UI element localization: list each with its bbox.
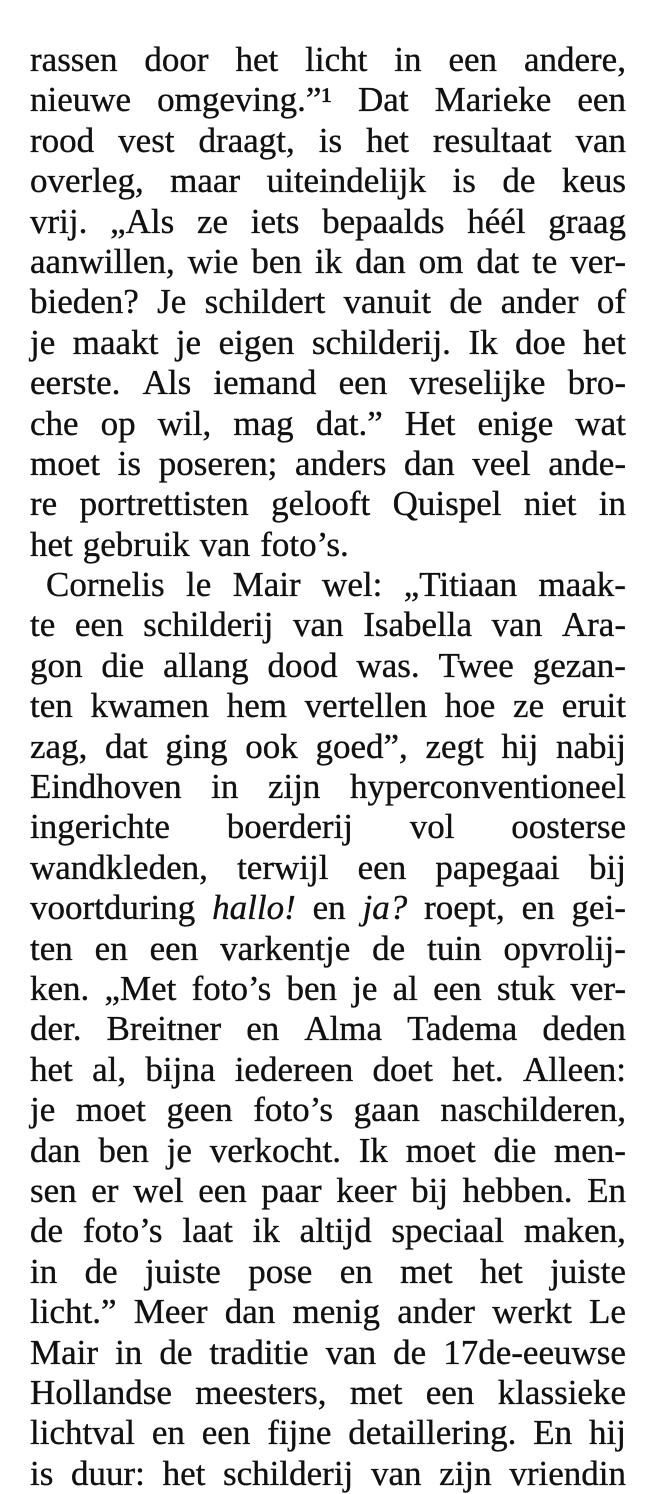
text-line: [30, 404, 626, 444]
word: maakt: [72, 322, 159, 362]
word: wie: [187, 241, 239, 281]
word: che: [30, 403, 79, 443]
text-line: [30, 282, 626, 322]
word: dat: [104, 726, 148, 766]
word: Ik: [358, 1130, 388, 1170]
word: maar: [170, 161, 241, 201]
word: een: [577, 80, 626, 120]
word: wandkleden,: [30, 847, 208, 887]
word: geen: [166, 1090, 233, 1130]
word: en: [246, 1009, 280, 1049]
article-text-column: [30, 40, 626, 1494]
word: Mair: [232, 565, 301, 605]
word: Alma: [304, 1009, 383, 1049]
word: met: [400, 1251, 453, 1291]
text-line: [30, 323, 626, 363]
word: eigen: [218, 322, 295, 362]
text-line: [30, 242, 626, 282]
word: speciaal: [391, 1211, 505, 1251]
word: om: [418, 241, 464, 281]
word: gaan: [353, 1090, 420, 1130]
word: paar: [261, 1170, 322, 1210]
word: al: [392, 968, 418, 1008]
word: sen: [30, 1170, 77, 1210]
word: altijd: [299, 1211, 372, 1251]
word: het: [162, 1453, 206, 1493]
word: Tadema: [407, 1009, 518, 1049]
word: iets: [250, 201, 300, 241]
word: opvrolij-: [503, 928, 626, 968]
text-line: [30, 686, 626, 726]
word: hij: [589, 1413, 626, 1453]
word: graag: [548, 201, 626, 241]
word: schildert: [204, 282, 326, 322]
text-line: [30, 1333, 626, 1373]
text-line: [30, 1050, 626, 1090]
word: moet: [75, 1090, 146, 1130]
word: menig: [292, 1292, 380, 1332]
word: door: [144, 40, 209, 79]
word: schilderij: [223, 1453, 354, 1493]
word: licht: [305, 40, 368, 79]
word: kwamen: [90, 686, 210, 726]
word: hem: [226, 686, 287, 726]
word: zegt: [425, 726, 484, 766]
word: Twee: [438, 645, 514, 685]
word: een: [201, 1413, 251, 1453]
word: de: [502, 161, 536, 201]
word: tuin: [427, 928, 482, 968]
text-line: [30, 888, 626, 928]
word: de: [84, 1251, 118, 1291]
word: iemand: [213, 363, 317, 403]
word: juiste: [550, 1251, 626, 1291]
text-line: [30, 727, 626, 767]
word: al,: [92, 1049, 127, 1089]
word: dan: [30, 1130, 81, 1170]
text-line: [30, 646, 626, 686]
word: een: [357, 847, 407, 887]
word: hij: [501, 726, 539, 766]
text-line: [30, 807, 626, 847]
word: „Met: [104, 968, 177, 1008]
word: foto’s: [82, 1211, 163, 1251]
word: foto’s: [191, 968, 272, 1008]
word: gezan-: [532, 645, 626, 685]
word: moet: [30, 443, 100, 483]
word: maken,: [523, 1211, 626, 1251]
word: is: [318, 120, 343, 160]
word: voortduring: [30, 888, 196, 928]
word: hoe: [444, 686, 496, 726]
word: ja?: [362, 888, 408, 928]
word: ten: [30, 686, 73, 726]
word: wil,: [157, 403, 212, 443]
word: roept,: [424, 888, 505, 928]
word: van: [370, 1453, 422, 1493]
word: gelooft: [271, 484, 371, 524]
word: van: [293, 605, 344, 645]
word: ingerichte: [30, 807, 170, 847]
word: is: [117, 443, 142, 483]
word: der.: [30, 1009, 82, 1049]
word: licht.”: [30, 1292, 117, 1332]
word: de: [372, 928, 406, 968]
word: Je: [157, 282, 187, 322]
word: „Titiaan: [403, 565, 518, 605]
word: maak-: [538, 565, 626, 605]
word: mag: [233, 403, 294, 443]
word: Mair: [30, 1332, 99, 1372]
word: aanwillen,: [30, 241, 175, 281]
text-line: [30, 1009, 626, 1049]
word: een: [74, 605, 124, 645]
word: eruit: [561, 686, 626, 726]
text-line: [30, 121, 626, 161]
word: Ik: [468, 322, 498, 362]
word: ben: [251, 241, 302, 281]
word: stuk: [496, 968, 556, 1008]
word: vol: [409, 807, 455, 847]
word: werkt: [492, 1292, 572, 1332]
word: Alleen:: [522, 1049, 626, 1089]
word: varkentje: [220, 928, 351, 968]
word: Als: [142, 363, 192, 403]
word: ze: [196, 201, 229, 241]
text-line: [30, 1292, 626, 1332]
word: met: [349, 1372, 403, 1412]
word: enige: [477, 403, 554, 443]
word: poseren;: [158, 443, 278, 483]
word: vreselijke: [409, 363, 546, 403]
word: fijne: [267, 1413, 332, 1453]
word: en: [151, 1413, 185, 1453]
word: zag,: [30, 726, 88, 766]
word: Le: [589, 1292, 626, 1332]
word: die: [493, 1130, 537, 1170]
word: duur:: [71, 1453, 145, 1493]
text-line: [30, 1373, 626, 1413]
word: ander: [397, 1292, 475, 1332]
text-line: [30, 929, 626, 969]
word: schilderij.: [311, 322, 451, 362]
word: hyperconventioneel: [349, 767, 626, 807]
text-line: [30, 202, 626, 242]
word: En: [533, 1413, 573, 1453]
word: foto’s.: [260, 524, 349, 564]
word: wat: [575, 403, 626, 443]
word: naschilderen,: [440, 1090, 626, 1130]
word: was.: [356, 645, 420, 685]
text-line: [30, 565, 626, 605]
word: het: [30, 1049, 73, 1089]
word: vanuit: [343, 282, 432, 322]
word: ook: [245, 726, 298, 766]
word: in: [30, 1251, 58, 1291]
word: keus: [561, 161, 626, 201]
word: „Als: [110, 201, 175, 241]
word: de: [159, 1332, 193, 1372]
text-line: [30, 525, 626, 565]
word: iedereen: [234, 1049, 354, 1089]
word: in: [394, 40, 422, 79]
word: gebruik: [82, 524, 190, 564]
word: nabij: [556, 726, 626, 766]
word: van: [575, 120, 626, 160]
word: in: [211, 767, 239, 807]
word: ver-: [570, 968, 626, 1008]
word: doet: [372, 1049, 433, 1089]
word: 17de-eeuwse: [443, 1332, 626, 1372]
word: niet: [523, 484, 577, 524]
word: moet: [405, 1130, 476, 1170]
word: en: [94, 928, 128, 968]
word: Ara-: [561, 605, 626, 645]
word: lichtval: [30, 1413, 135, 1453]
word: je: [175, 322, 202, 362]
word: traditie: [209, 1332, 309, 1372]
word: ken.: [30, 968, 90, 1008]
word: bieden?: [30, 282, 139, 322]
word: een: [425, 1372, 475, 1412]
word: allang: [163, 645, 249, 685]
word: te: [532, 241, 558, 281]
text-line: [30, 1171, 626, 1211]
word: meesters,: [195, 1372, 327, 1412]
word: uiteindelijk: [266, 161, 427, 201]
word: Hollandse: [30, 1372, 172, 1412]
word: het: [366, 120, 409, 160]
word: juiste: [145, 1251, 221, 1291]
word: dan: [224, 1292, 276, 1332]
text-line: [30, 484, 626, 524]
word: dan: [404, 443, 455, 483]
word: in: [115, 1332, 143, 1372]
word: schilderij: [143, 605, 274, 645]
word: boerderij: [226, 807, 354, 847]
word: vriendin: [509, 1453, 626, 1493]
word: nieuwe: [30, 80, 132, 120]
text-line: [30, 80, 626, 120]
word: dan: [355, 241, 406, 281]
text-line: [30, 1131, 626, 1171]
word: je: [30, 1090, 56, 1130]
word: het.: [452, 1049, 504, 1089]
word: dat.”: [315, 403, 383, 443]
word: rassen: [30, 40, 118, 79]
text-line: [30, 1252, 626, 1292]
word: Het: [404, 403, 456, 443]
word: overleg,: [30, 161, 144, 201]
word: Marieke: [434, 80, 552, 120]
word: draagt,: [198, 120, 295, 160]
word: goed”,: [315, 726, 408, 766]
word: ik: [252, 1211, 280, 1251]
word: te: [30, 605, 56, 645]
word: ten: [30, 928, 73, 968]
word: detaillering.: [348, 1413, 517, 1453]
word: gei-: [571, 888, 626, 928]
word: je: [30, 322, 56, 362]
word: foto’s: [253, 1090, 333, 1130]
word: van: [491, 605, 543, 645]
word: re: [30, 484, 58, 524]
word: vest: [118, 120, 175, 160]
word: bro-: [567, 363, 626, 403]
word: een: [149, 928, 199, 968]
word: bepaalds: [322, 201, 445, 241]
word: resultaat: [432, 120, 552, 160]
word: hallo!: [212, 888, 296, 928]
text-line: [30, 1454, 626, 1494]
word: vertellen: [304, 686, 428, 726]
word: pose: [248, 1251, 313, 1291]
word: wel: [133, 1170, 184, 1210]
word: Cornelis: [46, 565, 165, 605]
word: Quispel: [392, 484, 502, 524]
word: klassieke: [497, 1372, 626, 1412]
word: ging: [165, 726, 228, 766]
word: Meer: [133, 1292, 208, 1332]
text-line: [30, 161, 626, 201]
word: een: [433, 968, 482, 1008]
text-line: [30, 444, 626, 484]
word: wel:: [322, 565, 383, 605]
word: dat: [476, 241, 520, 281]
word: ben: [286, 968, 338, 1008]
word: op: [100, 403, 136, 443]
word: en: [521, 888, 555, 928]
word: Dat: [358, 80, 409, 120]
word: portrettisten: [79, 484, 249, 524]
word: veel: [472, 443, 531, 483]
word: ik: [314, 241, 343, 281]
word: vrij.: [30, 201, 88, 241]
word: ze: [513, 686, 545, 726]
word: hebben.: [462, 1170, 573, 1210]
word: anders: [294, 443, 387, 483]
word: of: [596, 282, 626, 322]
word: een: [448, 40, 498, 79]
word: van: [325, 1332, 377, 1372]
word: papegaai: [435, 847, 560, 887]
word: het: [235, 40, 279, 79]
word: andere,: [523, 40, 626, 79]
word: keer: [336, 1170, 397, 1210]
text-line: [30, 1413, 626, 1453]
text-line: [30, 363, 626, 403]
word: die: [101, 645, 145, 685]
word: omgeving.”¹: [157, 80, 332, 120]
text-line: [30, 767, 626, 807]
word: er: [91, 1170, 119, 1210]
word: het: [479, 1251, 523, 1291]
word: deden: [542, 1009, 626, 1049]
word: bij: [411, 1170, 449, 1210]
word: terwijl: [237, 847, 329, 887]
word: rood: [30, 120, 95, 160]
word: is: [452, 161, 476, 201]
word: ander: [500, 282, 579, 322]
word: gon: [30, 645, 83, 685]
word: de: [393, 1332, 427, 1372]
word: Eindhoven: [30, 767, 182, 807]
word: Isabella: [363, 605, 473, 645]
text-line: [30, 1211, 626, 1251]
word: het: [30, 524, 73, 564]
word: en: [312, 888, 346, 928]
word: eerste.: [30, 363, 121, 403]
word: doe: [515, 322, 566, 362]
word: is: [30, 1453, 54, 1493]
word: een: [198, 1170, 247, 1210]
word: laat: [182, 1211, 233, 1251]
word: men-: [554, 1130, 626, 1170]
word: bij: [589, 847, 626, 887]
word: bijna: [145, 1049, 216, 1089]
word: de: [449, 282, 483, 322]
word: en: [339, 1251, 373, 1291]
word: le: [185, 565, 212, 605]
word: Breitner: [106, 1009, 222, 1049]
word: oosterse: [511, 807, 626, 847]
word: in: [598, 484, 626, 524]
word: een: [338, 363, 388, 403]
text-line: [30, 1090, 626, 1130]
text-line: [30, 848, 626, 888]
word: je: [166, 1130, 192, 1170]
word: zijn: [439, 1453, 492, 1493]
word: van: [199, 524, 251, 564]
text-line: [30, 605, 626, 645]
word: En: [587, 1170, 626, 1210]
word: héél: [467, 201, 526, 241]
word: ande-: [548, 443, 626, 483]
word: zijn: [267, 767, 321, 807]
word: de: [30, 1211, 64, 1251]
word: het: [583, 322, 626, 362]
word: verkocht.: [209, 1130, 341, 1170]
word: dood: [267, 645, 338, 685]
word: ver-: [570, 241, 626, 281]
word: ben: [98, 1130, 149, 1170]
text-line: [30, 969, 626, 1009]
text-line: [30, 40, 626, 80]
word: je: [352, 968, 378, 1008]
